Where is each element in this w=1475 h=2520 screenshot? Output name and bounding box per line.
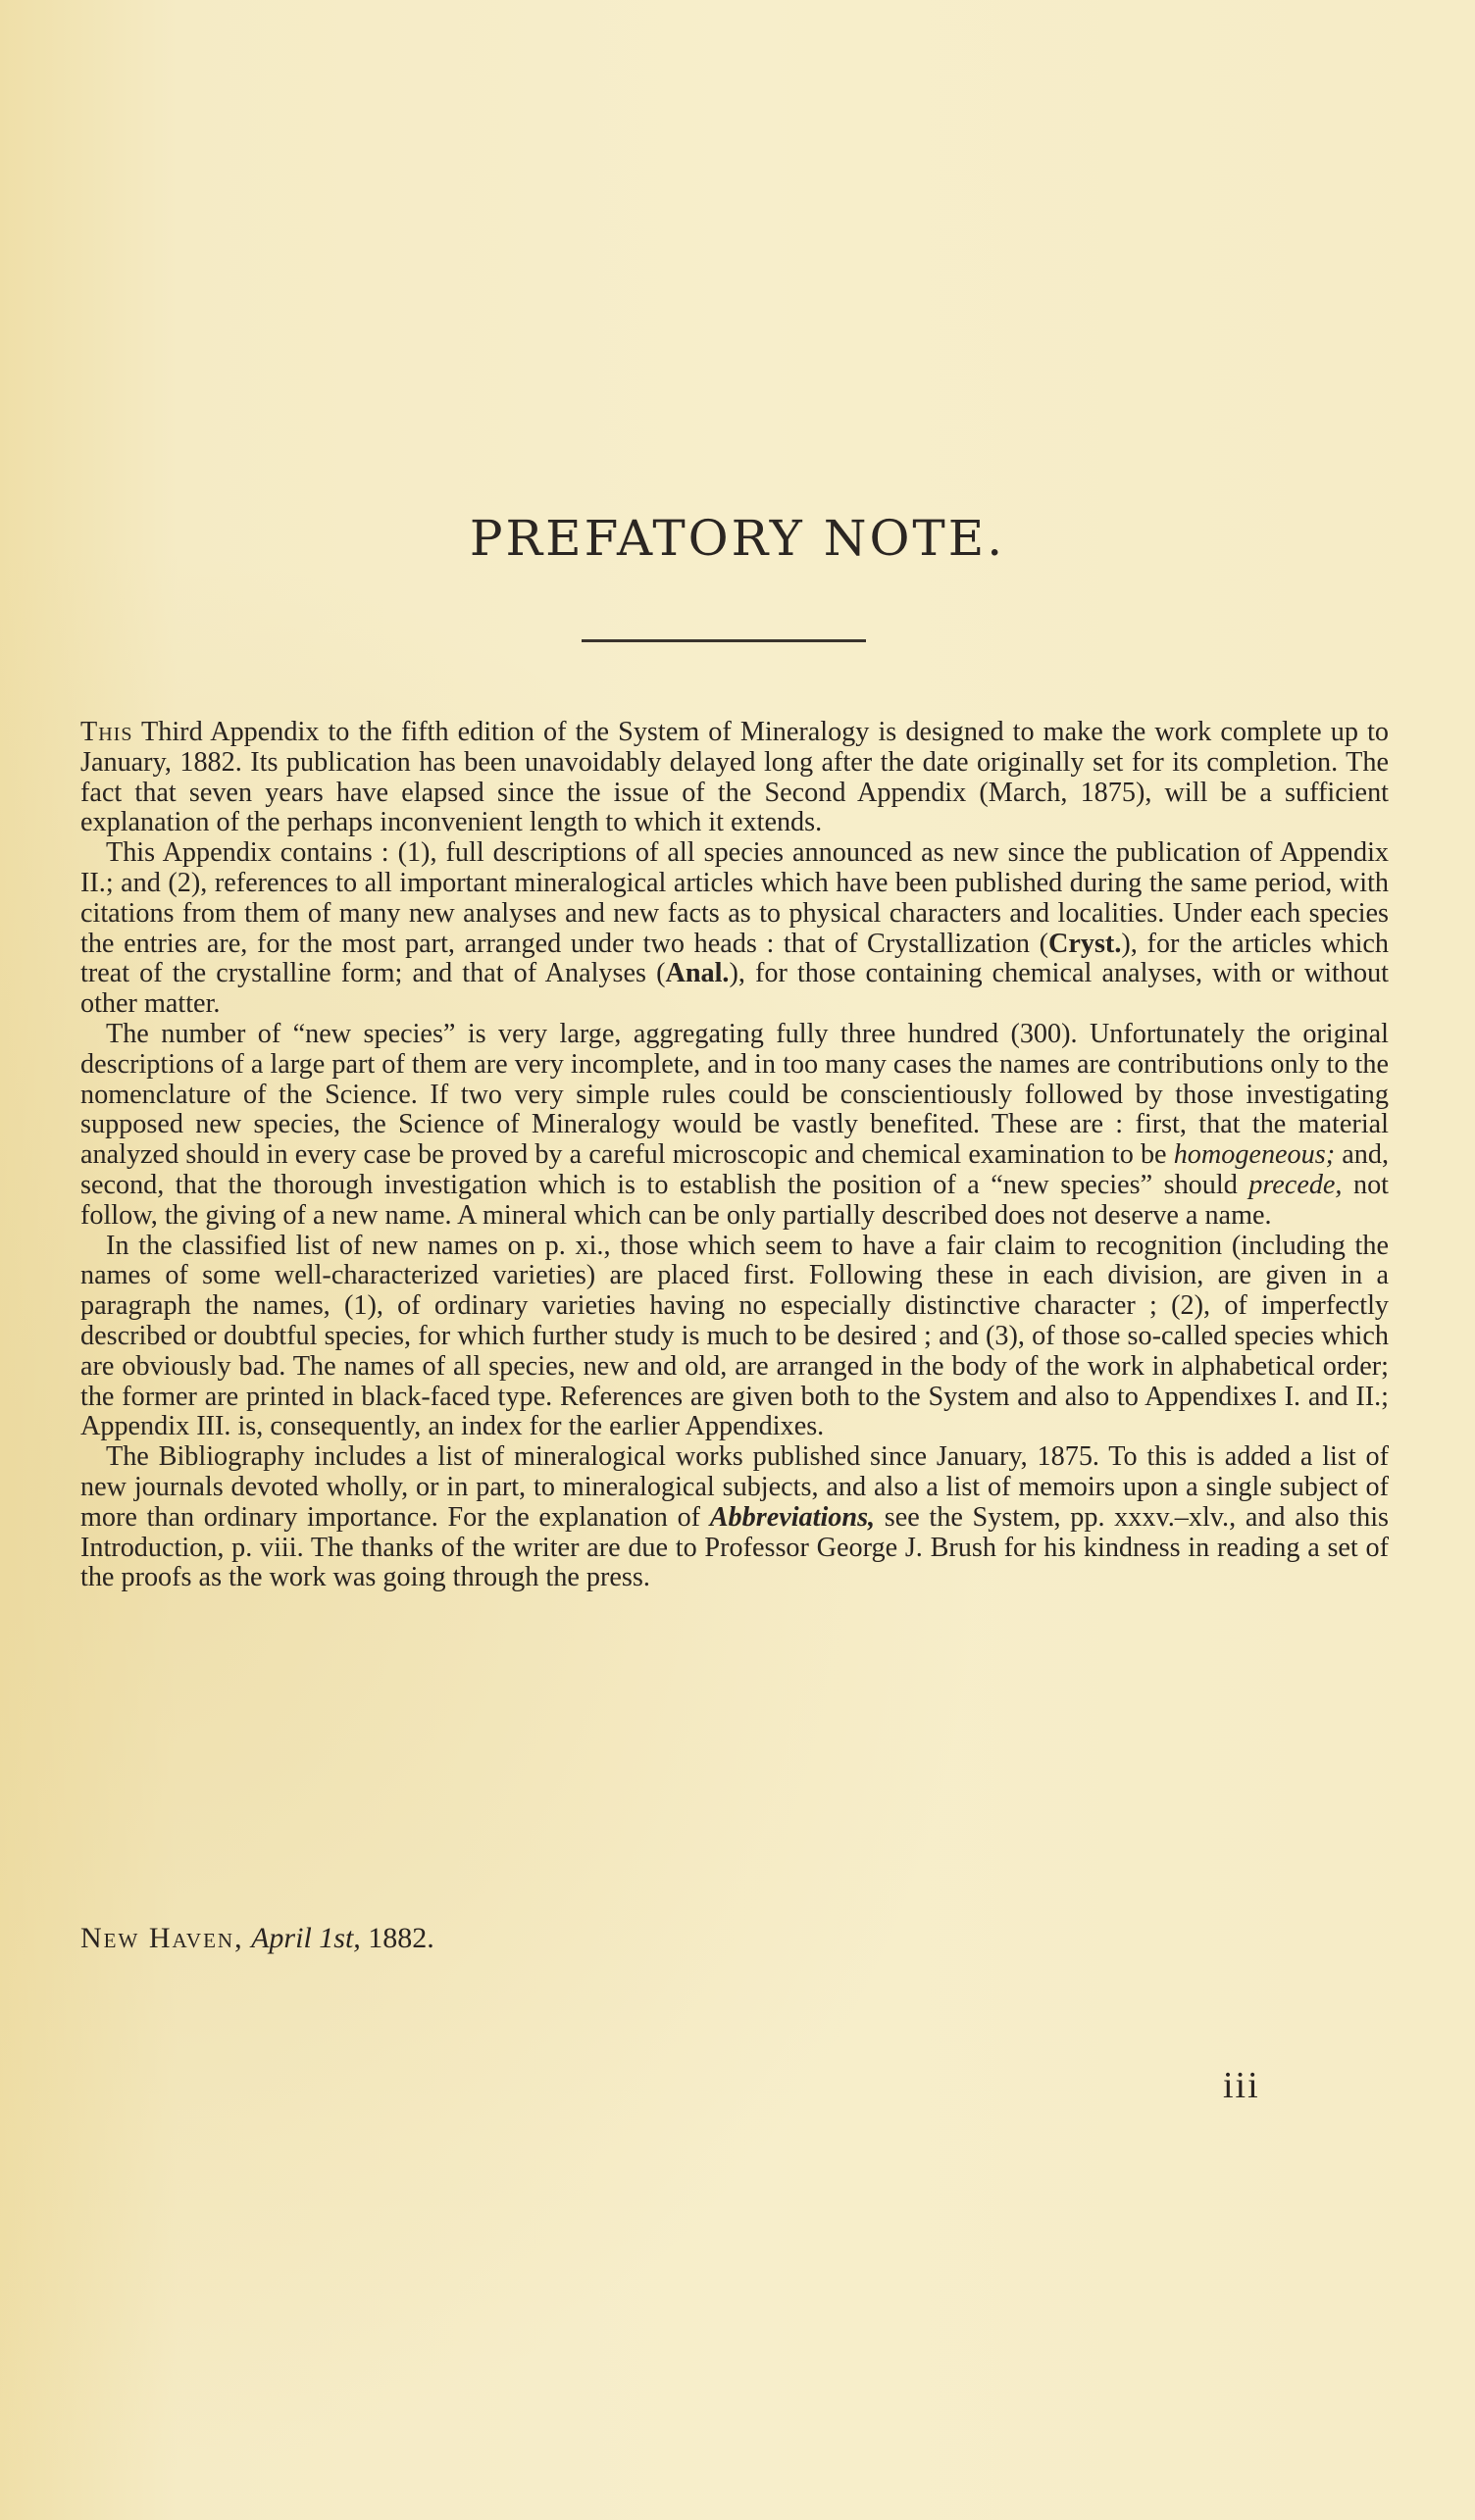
paragraph-2-part-c: ), for those containing chemical analyses, with or without other matter.: [80, 958, 1389, 1020]
paragraph-5: [80, 1442, 1389, 1593]
paragraph-4-text: In the classified list of new names on p. xi., those which seem to have a fair claim to recognition (including the names of some well-characterized varieties) are placed first. Following these in each division, are given in a paragraph the names, (1), of ordinary varieties having no especially distinctive character ; (2), of imperfectly described or doubtful species, for which further study is much to be desired ; and (3), of those so-called species which are obviously bad. The names of all species, new and old, are arranged in the body of the work in alphabetical order; the former are printed in black-faced type. References are given both to the System and also to Appendixes I. and II.; Appendix III. is, consequently, an index for the earlier Appendixes.: [80, 1230, 1389, 1442]
body-text: [80, 718, 1389, 1593]
signature-date: April 1st,: [251, 1922, 361, 1954]
paragraph-3: [80, 1020, 1389, 1232]
page-title: PREFATORY NOTE.: [469, 510, 1006, 567]
signature-place: New Haven,: [80, 1922, 244, 1954]
anal-abbrev: Anal.: [665, 958, 730, 989]
paragraph-3-part-a: The number of “new species” is very large, aggregating fully three hundred (300). Unfortunately the original descriptions of a large part of them are very incomplete, and in too many cases the names are contributions only to the nomenclature of the Science. If two very simple rules could be conscientiously followed by those investigating supposed new species, the Science of Mineralogy would be vastly benefited. These are : first, that the material analyzed should in every case be proved by a careful microscopic and chemical examination to be: [80, 1018, 1389, 1171]
paragraph-1-text: Third Appendix to the fifth edition of the System of Mineralogy is designed to make the work complete up to January, 1882. Its publication has been unavoidably delayed long after the date originally set for its completion. The fact that seven years have elapsed since the issue of the Second Appendix (March, 1875), will be a sufficient explanation of the perhaps inconvenient length to which it extends.: [80, 717, 1389, 838]
cryst-abbrev: Cryst.: [1048, 928, 1122, 959]
paragraph-3-part-b: and, second, that the thorough investigation which is to establish the position of a “new species” should: [80, 1139, 1389, 1200]
paragraph-2-part-b: ), for the articles which treat of the crystalline form; and that of Analyses (: [80, 928, 1389, 989]
paragraph-4: [80, 1232, 1389, 1443]
homogeneous-emphasis: homogeneous;: [1173, 1139, 1336, 1171]
paragraph-5-part-a: The Bibliography includes a list of mineralogical works published since January, 1875. To this is added a list of new journals devoted wholly, or in part, to mineralogical subjects, and also a list of memoirs upon a single subject of more than ordinary importance. For the explanation of: [80, 1441, 1389, 1533]
paragraph-5-part-b: see the System, pp. xxxv.–xlv., and also this Introduction, p. viii. The thanks of the writer are due to Professor George J. Brush for his kindness in reading a set of the proofs as the work was going through the press.: [80, 1501, 1389, 1593]
page-number: iii: [1223, 2065, 1260, 2106]
paragraph-2: [80, 838, 1389, 1020]
title-rule: [582, 639, 866, 642]
paragraph-1: [80, 718, 1389, 838]
precede-emphasis: precede,: [1248, 1169, 1343, 1200]
signature-year: 1882.: [368, 1922, 434, 1954]
signature-line: [80, 1922, 434, 1955]
paragraph-1-lead: This: [80, 717, 133, 747]
paragraph-2-part-a: This Appendix contains : (1), full descriptions of all species announced as new since the publication of Appendix II.; and (2), references to all important mineralogical articles which have been published during the same period, with citations from them of many new analyses and new facts as to physical characters and localities. Under each species the entries are, for the most part, arranged under two heads : that of Crystallization (: [80, 837, 1389, 959]
abbreviations-emphasis: Abbreviations,: [709, 1501, 876, 1533]
paragraph-3-part-c: not follow, the giving of a new name. A mineral which can be only partially described does not deserve a name.: [80, 1169, 1389, 1231]
